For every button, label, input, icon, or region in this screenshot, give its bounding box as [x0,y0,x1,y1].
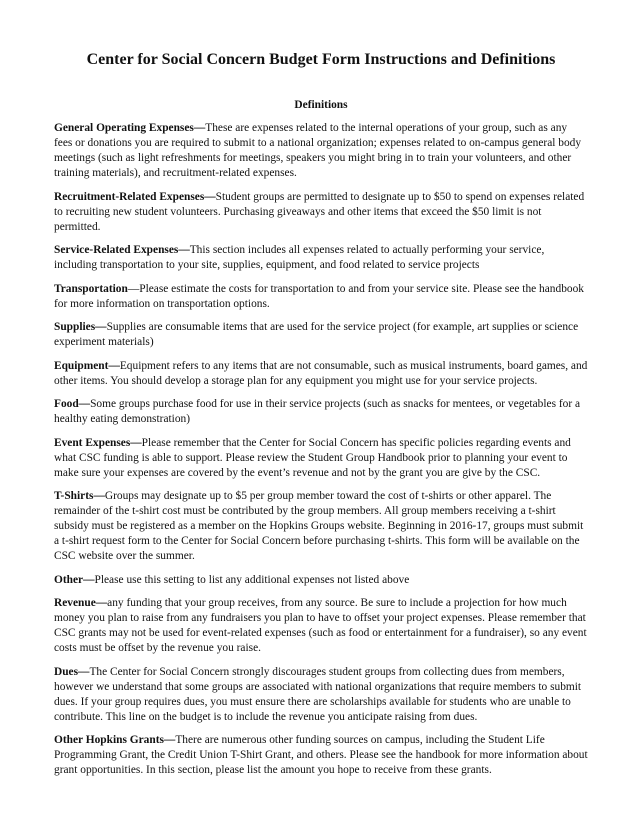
definition-text: Supplies are consumable items that are used for the service project (for example, art supplies or science experiment materials) [54,321,579,348]
definition-text: any funding that your group receives, from any source. Be sure to include a projection for how much money you plan to raise from any fundraisers you plan to have to offset your project expenses. Please remember that CSC grants may not be used for event-related expenses (such as food or entertainment for a fundraiser), so any event costs must be offset by the revenue you raise. [54,597,587,654]
definition-term: Service-Related Expenses— [54,244,190,256]
definition-t-shirts [54,489,588,564]
definition-transportation [54,282,588,312]
definition-term: Transportation [54,282,128,295]
definition-term: Equipment— [54,359,120,372]
definition-food [54,397,588,427]
definition-text: —Please estimate the costs for transportation to and from your service site. Please see the handbook for more information on transportation options. [54,282,584,310]
definitions-list [54,121,588,778]
definition-text: Please remember that the Center for Social Concern has specific policies regarding events and what CSC funding is able to support. Please review the Student Group Handbook prior to planning your event to make sure your expenses are covered by the event’s revenue and not by the grant you are give by the CSC. [54,436,571,479]
definition-other-hopkins-grants [54,733,588,778]
definition-term: General Operating Expenses— [54,122,206,134]
definition-supplies [54,320,588,350]
definition-dues [54,665,588,725]
definition-term: Recruitment-Related Expenses— [54,190,216,203]
definition-text: The Center for Social Concern strongly discourages student groups from collecting dues from members, however we understand that some groups are associated with national organizations that require members to submit dues. If your group requires dues, you must ensure there are scholarships available for students who are unable to contribute. This line on the budget is to include the revenue you anticipate raising from dues. [54,665,582,723]
definition-event-expenses [54,436,588,481]
definition-equipment [54,359,588,389]
page-title: Center for Social Concern Budget Form Instructions and Definitions [86,51,556,68]
definition-term: Supplies— [54,321,107,333]
definition-term: Food— [54,398,91,410]
definition-text: Some groups purchase food for use in their service projects (such as snacks for mentees, or vegetables for a healthy eating demonstration) [54,398,581,425]
definition-revenue [54,596,588,656]
section-heading: Definitions [294,99,348,111]
definition-term: Other— [54,573,95,586]
definition-general-operating-expenses [54,121,588,181]
definition-term: Dues— [54,665,90,678]
definition-text: These are expenses related to the internal operations of your group, such as any fees or donations you are required to submit to a national organization; expenses related to on-campus general body meetings (such as light refreshments for meetings, speakers you might bring in to train your volunteers, and other training materials), and recruitment-related expenses. [54,122,582,179]
definition-term: T-Shirts— [54,490,105,502]
definition-other [54,573,588,588]
definition-recruitment-related-expenses [54,190,588,235]
document-page [54,0,588,787]
definition-term: Revenue— [54,597,108,609]
definition-text: There are numerous other funding sources on campus, including the Student Life Programming Grant, the Credit Union T-Shirt Grant, and others. Please see the handbook for more information about grant opportunities. In this section, please list the amount you hope to receive from these grants. [54,734,588,776]
definition-text: This section includes all expenses related to actually performing your service, including transportation to your site, supplies, equipment, and food related to service projects [54,244,545,271]
definition-term: Event Expenses— [54,436,142,449]
definition-text: Please use this setting to list any additional expenses not listed above [94,573,410,586]
definition-text: Groups may designate up to $5 per group member toward the cost of t-shirts or other apparel. The remainder of the t-shirt cost must be contributed by the group members. All group members receiving a t-shirt subsidy must be registered as a member on the Hopkins Groups website. Beginning in 2016-17, groups must submit a t-shirt request form to the Center for Social Concern before purchasing t-shirts. This form will be available on the CSC website over the summer. [54,490,584,562]
definition-text: Student groups are permitted to designate up to $50 to spend on expenses related to recruiting new student volunteers. Purchasing giveaways and other items that exceed the $50 limit is not permitted. [54,190,585,233]
definition-term: Other Hopkins Grants— [54,734,176,746]
definition-service-related-expenses [54,243,588,273]
definition-text: Equipment refers to any items that are not consumable, such as musical instruments, board games, and other items. You should develop a storage plan for any equipment you might use for your service projects. [54,359,588,387]
